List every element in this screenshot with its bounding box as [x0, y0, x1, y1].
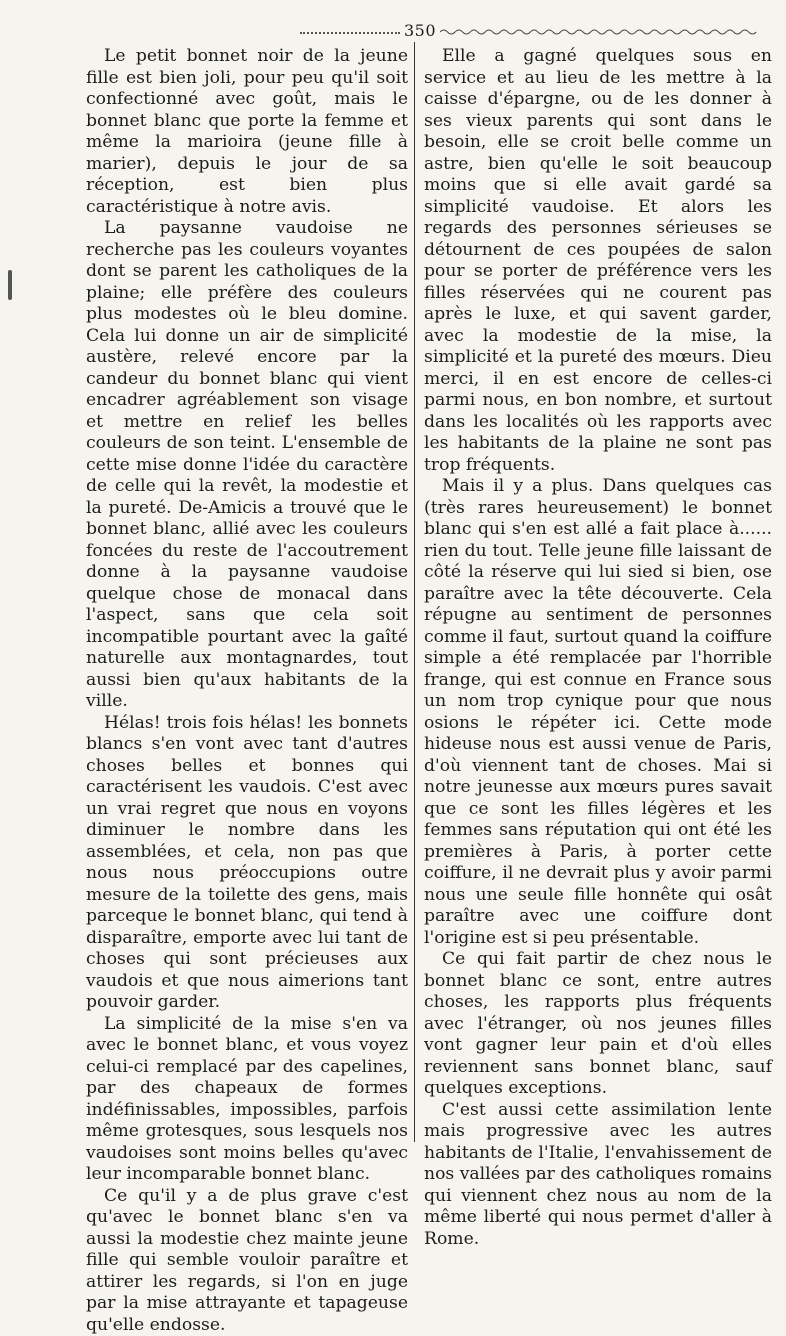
paragraph: Ce qui fait partir de chez nous le bonnet blanc ce sont, entre autres choses, les rapports plus fréquents avec l'étranger, où nos jeunes filles vont gagner leur pain et d'où elles reviennent sans bonnet blanc, sauf quelques exceptions. — [424, 949, 772, 1100]
paragraph: C'est aussi cette assimilation lente mais progressive avec les autres habitants de l'Italie, l'envahissement de nos vallées par des catholiques romains qui viennent chez nous au nom de la même liberté qui nous permet d'aller à Rome. — [424, 1100, 772, 1251]
wavy-rule — [440, 28, 760, 36]
column-divider — [414, 42, 415, 1142]
paragraph: Ce qu'il y a de plus grave c'est qu'avec le bonnet blanc s'en va aussi la modestie chez mainte jeune fille qui semble vouloir paraître et attirer les regards, si l'on en juge par la mise attrayante et tapageuse qu'elle endosse. — [86, 1186, 408, 1336]
paragraph: Mais il y a plus. Dans quelques cas (très rares heureusement) le bonnet blanc qui s'en est allé a fait place à...... rien du tout. Telle jeune fille laissant de côté la réserve qui lui sied si bien, ose paraître avec la tête découverte. Cela répugne au sentiment de personnes comme il faut, surtout quand la coiffure simple a été remplacée par l'horrible frange, qui est connue en France sous un nom trop cynique pour que nous osions le répéter ici. Cette mode hideuse nous est aussi venue de Paris, d'où viennent tant de choses. Mai si notre jeunesse aux mœurs pures savait que ce sont les filles légères et les femmes sans réputation qui ont été les premières à Paris, à porter cette coiffure, il ne devrait plus y avoir parmi nous une seule fille honnête qui osât paraître avec une coiffure dont l'origine est si peu présentable. — [424, 476, 772, 949]
paragraph: La paysanne vaudoise ne recherche pas les couleurs voyantes dont se parent les catholiques de la plaine; elle préfère des couleurs plus modestes où le bleu domine. Cela lui donne un air de simplicité austère, relevé encore par la candeur du bonnet blanc qui vient encadrer agréablement son visage et mettre en relief les belles couleurs de son teint. L'ensemble de cette mise donne l'idée du caractère de celle qui la revêt, la modestie et la pureté. De-Amicis a trouvé que le bonnet blanc, allié avec les couleurs foncées du reste de l'accoutrement donne à la paysanne vaudoise quelque chose de monacal dans l'aspect, sans que cela soit incompatible pourtant avec la gaîté naturelle aux montagnardes, tout aussi bien qu'aux habitants de la ville. — [86, 218, 408, 713]
dotted-rule — [300, 32, 400, 34]
paragraph: Elle a gagné quelques sous en service et au lieu de les mettre à la caisse d'épargne, ou de les donner à ses vieux parents qui sont dans le besoin, elle se croit belle comme un astre, bien qu'elle le soit beaucoup moins que si elle avait gardé sa simplicité vaudoise. Et alors les regards des personnes sérieuses se détournent de ces poupées de salon pour se porter de préférence vers les filles réservées qui ne courent pas après le luxe, et qui savent garder, avec la modestie de la mise, la simplicité et la pureté des mœurs. Dieu merci, il en est encore de celles-ci parmi nous, en bon nombre, et surtout dans les localités où les rapports avec les habitants de la plaine ne sont pas trop fréquents. — [424, 46, 772, 476]
margin-ink-mark — [8, 270, 12, 300]
page-header — [300, 18, 760, 42]
page-number: 350 — [404, 21, 436, 40]
paragraph: Le petit bonnet noir de la jeune fille est bien joli, pour peu qu'il soit confectionné avec goût, mais le bonnet blanc que porte la femme et même la marioira (jeune fille à marier), depuis le jour de sa réception, est bien plus caractéristique à notre avis. — [86, 46, 408, 218]
right-column — [424, 46, 772, 1250]
paragraph: La simplicité de la mise s'en va avec le bonnet blanc, et vous voyez celui-ci remplacé par des capelines, par des chapeaux de formes indéfinissables, impossibles, parfois même grotesques, sous lesquels nos vaudoises sont moins belles qu'avec leur incomparable bonnet blanc. — [86, 1014, 408, 1186]
left-column — [86, 46, 408, 1336]
paragraph: Hélas! trois fois hélas! les bonnets blancs s'en vont avec tant d'autres choses belles et bonnes qui caractérisent les vaudois. C'est avec un vrai regret que nous en voyons diminuer le nombre dans les assemblées, et cela, non pas que nous nous préoccupions outre mesure de la toilette des gens, mais parceque le bonnet blanc, qui tend à disparaître, emporte avec lui tant de choses qui sont précieuses aux vaudois et que nous aimerions tant pouvoir garder. — [86, 713, 408, 1014]
